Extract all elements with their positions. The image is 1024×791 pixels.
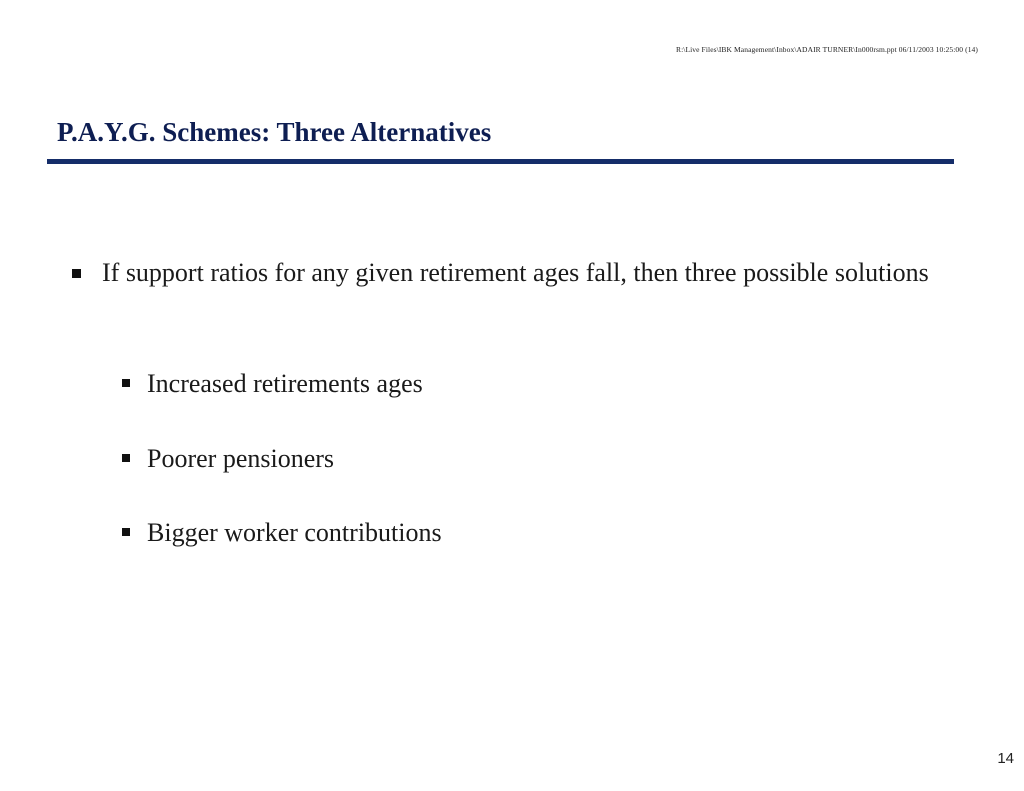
square-bullet-icon: [122, 528, 130, 536]
sub-bullet-text: Poorer pensioners: [147, 444, 335, 473]
main-bullet-text: If support ratios for any given retirement ages fall, then three possible solutions: [102, 258, 929, 287]
square-bullet-icon: [72, 269, 81, 278]
square-bullet-icon: [122, 379, 130, 387]
sub-bullet-item: [122, 440, 822, 477]
title-divider: [47, 159, 954, 164]
file-path-header: R:\Live Files\IBK Management\Inbox\ADAIR TURNER\In000rsm.ppt 06/11/2003 10:25:00 (14): [675, 45, 978, 54]
sub-bullet-text: Increased retirements ages: [147, 369, 423, 398]
square-bullet-icon: [122, 454, 130, 462]
sub-bullet-item: [122, 365, 822, 402]
sub-bullet-text: Bigger worker contributions: [147, 518, 442, 547]
slide-title: P.A.Y.G. Schemes: Three Alternatives: [57, 117, 492, 147]
page-number: 14: [997, 750, 1014, 767]
sub-bullet-item: [122, 514, 822, 551]
